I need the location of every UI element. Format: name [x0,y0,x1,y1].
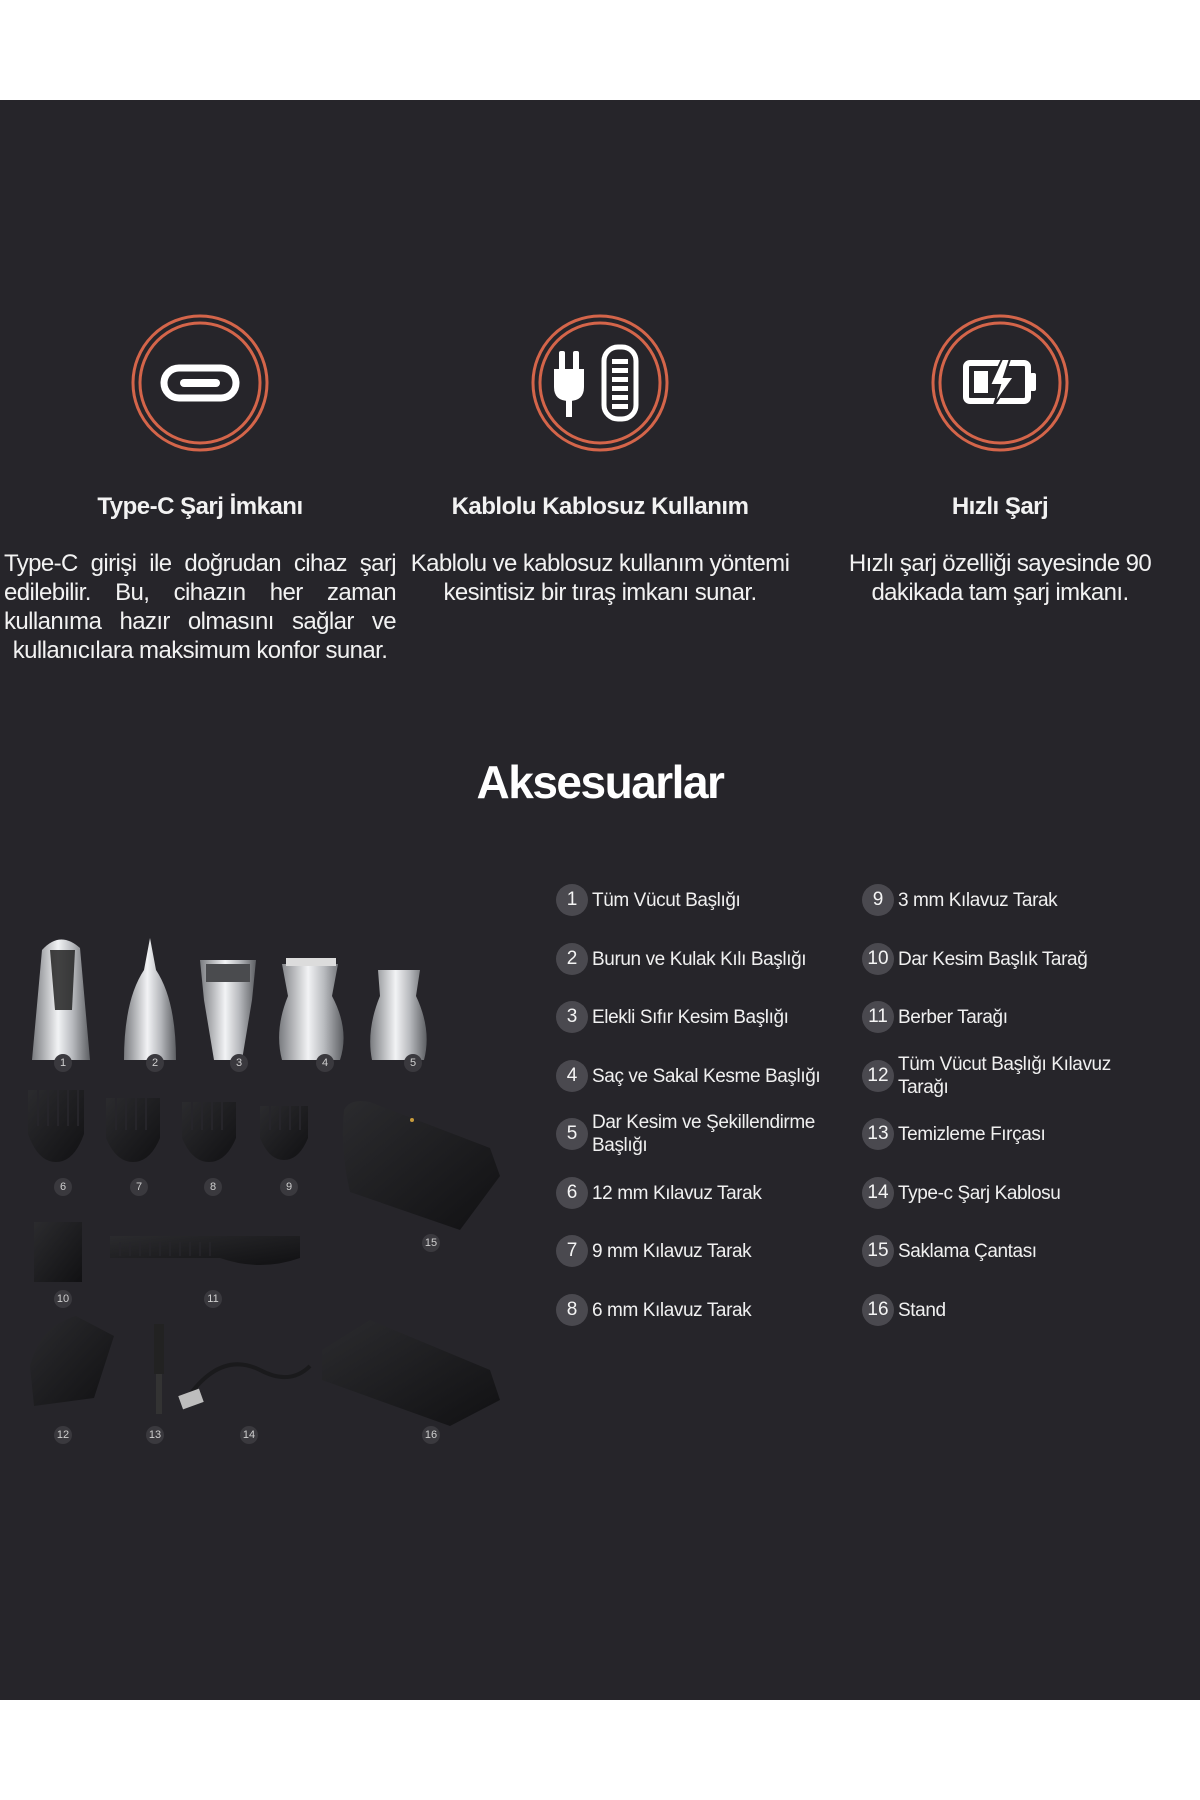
list-item [862,1226,1162,1276]
comb-9mm-part [106,1098,160,1162]
cleaning-brush-part [154,1324,164,1374]
list-item [862,934,1162,984]
part-label: 15 [422,1234,440,1252]
accessory-label: 3 mm Kılavuz Tarak [898,889,1058,911]
number-badge: 9 [862,884,894,916]
feature-title: Type-C Şarj İmkanı [97,493,303,520]
accessory-label: Berber Tarağı [898,1006,1008,1028]
part-label: 6 [54,1178,72,1196]
list-item [862,1168,1162,1218]
feature-wired-wireless [400,313,800,607]
part-label: 1 [54,1054,72,1072]
number-badge: 5 [556,1118,588,1150]
part-label: 7 [130,1178,148,1196]
number-badge: 3 [556,1001,588,1033]
feature-type-c [0,313,400,665]
accessories-illustration [20,930,510,1450]
accessories-parts-drawing [20,930,510,1450]
number-badge: 15 [862,1235,894,1267]
number-badge: 10 [862,943,894,975]
list-item [862,1109,1162,1159]
number-badge: 16 [862,1294,894,1326]
accessory-label: Type-c Şarj Kablosu [898,1182,1061,1204]
accessory-label: Tüm Vücut Başlığı Kılavuz Tarağı [898,1054,1111,1098]
feature-fast-charge [800,313,1200,607]
accessory-label: Dar Kesim ve Şekillendirme Başlığı [592,1112,815,1156]
narrow-head-comb-part [34,1222,82,1282]
barber-comb-part [110,1236,300,1265]
feature-text: Type-C girişi ile doğrudan cihaz şarj edilebilir. Bu, cihazın her zaman kullanıma hazır olmasını sağlar ve kullanıcılara maksimum konfor sunar. [4,550,396,664]
number-badge: 13 [862,1118,894,1150]
number-badge: 4 [556,1060,588,1092]
accessory-label: Elekli Sıfır Kesim Başlığı [592,1006,789,1028]
part-label: 2 [146,1054,164,1072]
list-item [556,1109,856,1159]
detail-head-part [370,970,426,1060]
number-badge: 14 [862,1177,894,1209]
accessory-label: 9 mm Kılavuz Tarak [592,1240,752,1262]
accessory-label: Dar Kesim Başlık Tarağ [898,948,1088,970]
comb-12mm-part [28,1090,84,1162]
number-badge: 2 [556,943,588,975]
list-item [862,1051,1162,1101]
usb-cable-part [186,1364,310,1400]
list-item [862,875,1162,925]
number-badge: 1 [556,884,588,916]
part-label: 5 [404,1054,422,1072]
part-label: 3 [230,1054,248,1072]
number-badge: 12 [862,1060,894,1092]
accessory-label: 12 mm Kılavuz Tarak [592,1182,762,1204]
part-label: 11 [204,1290,222,1308]
part-label: 8 [204,1178,222,1196]
nose-ear-head-part [124,938,176,1060]
part-label: 9 [280,1178,298,1196]
feature-text: Hızlı şarj özelliği sayesinde 90 dakikada tam şarj imkanı. [848,550,1152,606]
usb-c-icon [130,313,270,453]
part-label: 13 [146,1426,164,1444]
list-item [556,1226,856,1276]
body-guide-comb-part [30,1316,114,1406]
accessory-label: Stand [898,1299,946,1321]
part-label: 16 [422,1426,440,1444]
number-badge: 7 [556,1235,588,1267]
number-badge: 11 [862,1001,894,1033]
number-badge: 6 [556,1177,588,1209]
list-item [556,875,856,925]
list-item [556,1051,856,1101]
stand-part [322,1320,500,1426]
part-label: 4 [316,1054,334,1072]
accessory-label: Tüm Vücut Başlığı [592,889,741,911]
accessory-label: Saklama Çantası [898,1240,1037,1262]
plug-battery-icon [530,313,670,453]
accessories-title: Aksesuarlar [476,756,724,808]
fast-charge-battery-icon [930,313,1070,453]
storage-bag-part [343,1101,500,1230]
number-badge: 8 [556,1294,588,1326]
list-item [556,1168,856,1218]
feature-text: Kablolu ve kablosuz kullanım yöntemi kesintisiz bir tıraş imkanı sunar. [410,550,790,606]
list-item [862,1285,1162,1335]
part-label: 10 [54,1290,72,1308]
part-label: 14 [240,1426,258,1444]
accessory-label: 6 mm Kılavuz Tarak [592,1299,752,1321]
accessory-label: Saç ve Sakal Kesme Başlığı [592,1065,821,1087]
hair-beard-head-part [279,964,343,1060]
list-item [556,934,856,984]
feature-title: Kablolu Kablosuz Kullanım [451,493,749,520]
list-item [556,992,856,1042]
list-item [556,1285,856,1335]
feature-title: Hızlı Şarj [951,493,1049,520]
part-label: 12 [54,1426,72,1444]
comb-6mm-part [182,1102,236,1162]
accessory-label: Burun ve Kulak Kılı Başlığı [592,948,807,970]
list-item [862,992,1162,1042]
accessory-label: Temizleme Fırçası [898,1123,1046,1145]
